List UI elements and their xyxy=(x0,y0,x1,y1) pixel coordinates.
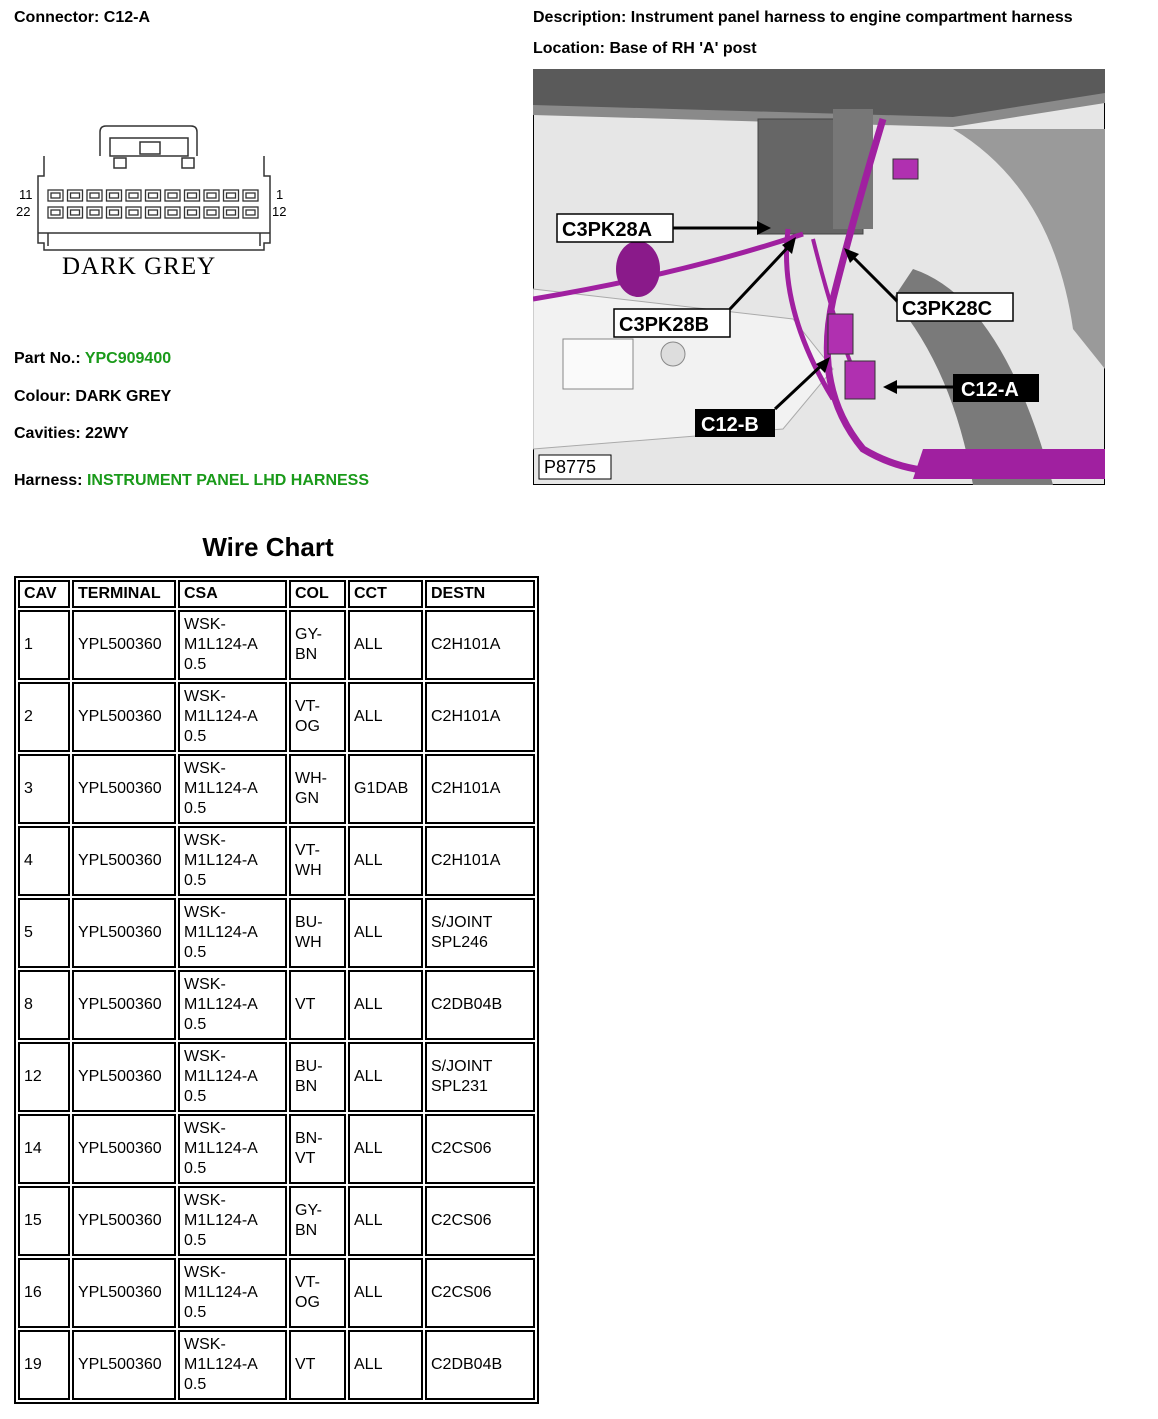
cell-csa: WSK- M1L124-A 0.5 xyxy=(178,1114,287,1184)
header-cct: CCT xyxy=(348,580,423,608)
cell-csa: WSK- M1L124-A 0.5 xyxy=(178,1330,287,1400)
pin-terminal xyxy=(110,210,119,215)
header-terminal: TERMINAL xyxy=(72,580,176,608)
description-value: Instrument panel harness to engine compartment harness xyxy=(630,9,1073,26)
cell-cav: 19 xyxy=(18,1330,70,1400)
cavities-value: 22WY xyxy=(85,425,129,442)
table-row xyxy=(18,1042,535,1112)
cell-cav: 15 xyxy=(18,1186,70,1256)
cell-col: WH- GN xyxy=(289,754,346,824)
pin-cavity-grid xyxy=(48,190,258,218)
cell-cct: ALL xyxy=(348,1114,423,1184)
description-label: Description: xyxy=(533,9,627,26)
cell-cav: 8 xyxy=(18,970,70,1040)
harness-link[interactable]: INSTRUMENT PANEL LHD HARNESS xyxy=(86,472,370,489)
pin-cavity xyxy=(87,190,102,201)
part-no-link[interactable]: YPC909400 xyxy=(84,350,172,367)
callout-c12b: C12-B xyxy=(701,414,759,436)
pin-cavity xyxy=(126,207,141,218)
callout-c12a: C12-A xyxy=(961,379,1019,401)
pin-terminal xyxy=(207,210,216,215)
cavities-field xyxy=(14,425,129,443)
wire-chart-table xyxy=(14,576,539,1404)
table-row xyxy=(18,1114,535,1184)
cell-col: BN- VT xyxy=(289,1114,346,1184)
pin-cavity xyxy=(185,190,200,201)
cell-csa: WSK- M1L124-A 0.5 xyxy=(178,682,287,752)
callout-c3pk28b: C3PK28B xyxy=(619,314,710,336)
cell-cav: 12 xyxy=(18,1042,70,1112)
cell-destn: C2CS06 xyxy=(425,1258,535,1328)
cell-terminal: YPL500360 xyxy=(72,682,176,752)
pin-terminal xyxy=(129,193,138,198)
cell-csa: WSK- M1L124-A 0.5 xyxy=(178,898,287,968)
table-header-row xyxy=(18,580,535,608)
cavities-label: Cavities: xyxy=(14,425,81,442)
cell-destn: C2H101A xyxy=(425,826,535,896)
cell-cct: ALL xyxy=(348,1330,423,1400)
cell-col: GY- BN xyxy=(289,610,346,680)
pin-cavity xyxy=(107,207,122,218)
cell-csa: WSK- M1L124-A 0.5 xyxy=(178,1186,287,1256)
pin-terminal xyxy=(188,210,197,215)
pin-cavity xyxy=(126,190,141,201)
pin-terminal xyxy=(149,193,158,198)
cell-terminal: YPL500360 xyxy=(72,1330,176,1400)
cell-cct: ALL xyxy=(348,1042,423,1112)
pin-cavity xyxy=(146,207,161,218)
cell-cav: 2 xyxy=(18,682,70,752)
connector-location-photo xyxy=(533,69,1105,485)
pin-cavity xyxy=(107,190,122,201)
pin-terminal xyxy=(149,210,158,215)
harness-label: Harness: xyxy=(14,472,83,489)
pin-terminal xyxy=(129,210,138,215)
cell-csa: WSK- M1L124-A 0.5 xyxy=(178,1042,287,1112)
cell-destn: C2DB04B xyxy=(425,970,535,1040)
cell-cav: 14 xyxy=(18,1114,70,1184)
cell-col: BU- WH xyxy=(289,898,346,968)
cell-cav: 1 xyxy=(18,610,70,680)
colour-value: DARK GREY xyxy=(75,388,172,405)
pin-cavity xyxy=(68,190,83,201)
location-field xyxy=(533,40,757,58)
cell-csa: WSK- M1L124-A 0.5 xyxy=(178,610,287,680)
cell-col: VT- OG xyxy=(289,682,346,752)
pin-terminal xyxy=(227,210,236,215)
pin-cavity xyxy=(224,207,239,218)
pin-cavity xyxy=(146,190,161,201)
connector-value: C12-A xyxy=(103,9,151,26)
pin-terminal xyxy=(227,193,236,198)
cell-csa: WSK- M1L124-A 0.5 xyxy=(178,826,287,896)
pin-cavity xyxy=(48,190,63,201)
pin-number-22: 22 xyxy=(16,204,31,219)
cell-cav: 3 xyxy=(18,754,70,824)
cell-col: VT- WH xyxy=(289,826,346,896)
pin-terminal xyxy=(71,193,80,198)
location-value: Base of RH 'A' post xyxy=(609,40,757,57)
header-col: COL xyxy=(289,580,346,608)
pin-terminal xyxy=(168,210,177,215)
pin-cavity xyxy=(204,190,219,201)
pin-terminal xyxy=(246,193,255,198)
cell-destn: C2CS06 xyxy=(425,1114,535,1184)
cell-col: VT xyxy=(289,1330,346,1400)
cell-destn: C2H101A xyxy=(425,754,535,824)
pin-cavity xyxy=(243,207,258,218)
pin-terminal xyxy=(51,193,60,198)
description-field xyxy=(533,9,1073,27)
cell-cct: ALL xyxy=(348,682,423,752)
cell-cct: ALL xyxy=(348,1186,423,1256)
connector-face-diagram xyxy=(14,118,294,288)
cell-cct: ALL xyxy=(348,970,423,1040)
connector-colour-text: DARK GREY xyxy=(62,253,217,280)
callout-c3pk28a: C3PK28A xyxy=(562,219,653,241)
header-csa: CSA xyxy=(178,580,287,608)
cell-terminal: YPL500360 xyxy=(72,1258,176,1328)
cell-terminal: YPL500360 xyxy=(72,898,176,968)
location-label: Location: xyxy=(533,40,605,57)
table-row xyxy=(18,1186,535,1256)
pin-cavity xyxy=(243,190,258,201)
connector-label: Connector: xyxy=(14,9,100,26)
cell-col: BU- BN xyxy=(289,1042,346,1112)
photo-reference: P8775 xyxy=(544,457,597,477)
cell-destn: C2H101A xyxy=(425,682,535,752)
cell-terminal: YPL500360 xyxy=(72,1114,176,1184)
wire-chart-title: Wire Chart xyxy=(202,532,334,562)
colour-field xyxy=(14,388,171,406)
cell-cav: 16 xyxy=(18,1258,70,1328)
pin-terminal xyxy=(207,193,216,198)
pin-terminal xyxy=(168,193,177,198)
cell-csa: WSK- M1L124-A 0.5 xyxy=(178,754,287,824)
pin-cavity xyxy=(165,190,180,201)
pin-terminal xyxy=(90,193,99,198)
table-row xyxy=(18,970,535,1040)
pin-terminal xyxy=(90,210,99,215)
cell-destn: C2H101A xyxy=(425,610,535,680)
header-cav: CAV xyxy=(18,580,70,608)
pin-number-12: 12 xyxy=(272,204,287,219)
cell-terminal: YPL500360 xyxy=(72,970,176,1040)
cell-cav: 5 xyxy=(18,898,70,968)
table-row xyxy=(18,826,535,896)
pin-terminal xyxy=(51,210,60,215)
cell-csa: WSK- M1L124-A 0.5 xyxy=(178,1258,287,1328)
pin-terminal xyxy=(110,193,119,198)
part-no-label: Part No.: xyxy=(14,350,81,367)
cell-cct: ALL xyxy=(348,610,423,680)
header-destn: DESTN xyxy=(425,580,535,608)
pin-cavity xyxy=(204,207,219,218)
cell-col: VT- OG xyxy=(289,1258,346,1328)
pin-cavity xyxy=(48,207,63,218)
cell-cct: ALL xyxy=(348,898,423,968)
pin-number-11: 11 xyxy=(19,187,33,202)
harness-field xyxy=(14,472,369,490)
pin-cavity xyxy=(68,207,83,218)
pin-cavity xyxy=(87,207,102,218)
cell-csa: WSK- M1L124-A 0.5 xyxy=(178,970,287,1040)
cell-cav: 4 xyxy=(18,826,70,896)
part-no-field xyxy=(14,350,171,368)
pin-terminal xyxy=(246,210,255,215)
cell-col: GY- BN xyxy=(289,1186,346,1256)
cell-destn: S/JOINT SPL246 xyxy=(425,898,535,968)
cell-col: VT xyxy=(289,970,346,1040)
table-row xyxy=(18,1258,535,1328)
cell-cct: ALL xyxy=(348,826,423,896)
table-row xyxy=(18,898,535,968)
table-row xyxy=(18,754,535,824)
cell-destn: C2CS06 xyxy=(425,1186,535,1256)
table-row xyxy=(18,682,535,752)
callout-c3pk28c: C3PK28C xyxy=(902,298,993,320)
pin-terminal xyxy=(71,210,80,215)
cell-cct: ALL xyxy=(348,1258,423,1328)
cell-destn: S/JOINT SPL231 xyxy=(425,1042,535,1112)
cell-terminal: YPL500360 xyxy=(72,826,176,896)
cell-terminal: YPL500360 xyxy=(72,610,176,680)
pin-cavity xyxy=(224,190,239,201)
table-row xyxy=(18,610,535,680)
pin-cavity xyxy=(185,207,200,218)
pin-cavity xyxy=(165,207,180,218)
connector-field xyxy=(14,9,150,27)
cell-destn: C2DB04B xyxy=(425,1330,535,1400)
cell-terminal: YPL500360 xyxy=(72,754,176,824)
pin-terminal xyxy=(188,193,197,198)
table-row xyxy=(18,1330,535,1400)
cell-cct: G1DAB xyxy=(348,754,423,824)
colour-label: Colour: xyxy=(14,388,71,405)
cell-terminal: YPL500360 xyxy=(72,1042,176,1112)
pin-number-1: 1 xyxy=(276,187,284,202)
cell-terminal: YPL500360 xyxy=(72,1186,176,1256)
